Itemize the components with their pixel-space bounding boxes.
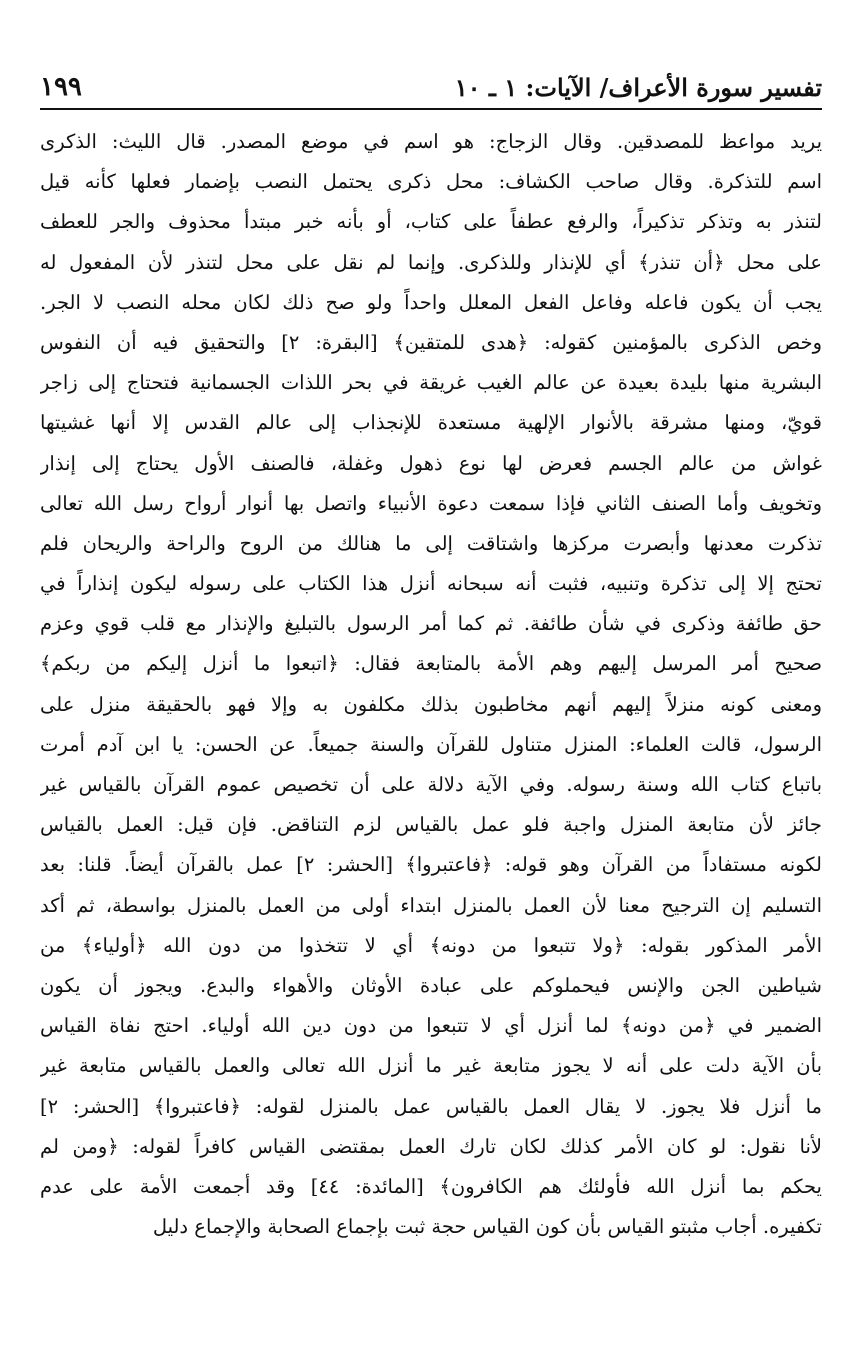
text-line: اسم للتذكرة. وقال صاحب الكشاف: محل ذكرى يحتمل النصب بإضمار فعلها كأنه قيل [40, 170, 822, 194]
text-line: يحكم بما أنزل الله فأولئك هم الكافرون﴾ [المائدة: ٤٤] وقد أجمعت الأمة على عدم [40, 1174, 822, 1198]
text-line: لتنذر به وتذكر تذكيراً، والرفع عطفاً على كتاب، أو بأنه خبر مبتدأ محذوف والجر للعطف [40, 210, 822, 234]
text-line: على محل ﴿أن تنذر﴾ أي للإنذار وللذكرى. وإنما لم نقل على محل لتنذر لأن المفعول له [40, 250, 822, 274]
text-line: الرسول، قالت العلماء: المنزل متناول للقرآن والسنة جميعاً. عن الحسن: يا ابن آدم أمرت [40, 732, 822, 756]
running-title: تفسير سورة الأعراف/ الآيات: ١ ـ ١٠ [454, 73, 822, 102]
text-line: ما أنزل فلا يجوز. لا يقال العمل بالقياس عمل بالمنزل لقوله: ﴿فاعتبروا﴾ [الحشر: ٢] [40, 1094, 822, 1118]
text-line: وخص الذكرى بالمؤمنين كقوله: ﴿هدى للمتقين﴾ [البقرة: ٢] والتحقيق فيه أن النفوس [40, 330, 822, 354]
text-line: بأن الآية دلت على أنه لا يجوز متابعة غير ما أنزل الله تعالى والعمل بالقياس متابعة غير [40, 1054, 822, 1078]
text-line: الأمر المذكور بقوله: ﴿ولا تتبعوا من دونه﴾ أي لا تتخذوا من دون الله ﴿أولياء﴾ من [40, 933, 822, 957]
text-line: جائز لأن متابعة المنزل واجبة فلو عمل بالقياس لزم التناقض. فإن قيل: العمل بالقياس [40, 813, 822, 837]
text-line: لكونه مستفاداً من القرآن وهو قوله: ﴿فاعتبروا﴾ [الحشر: ٢] عمل بالقرآن أيضاً. قلنا: بعد [40, 853, 822, 877]
page-header [40, 62, 822, 106]
text-line: لأنا نقول: لو كان الأمر كذلك لكان تارك العمل بمقتضى القياس كافراً لقوله: ﴿ومن لم [40, 1134, 822, 1158]
text-line: حق طائفة وذكرى في شأن طائفة. ثم كما أمر الرسول بالتبليغ والإنذار مع قلب قوي وعزم [40, 612, 822, 636]
text-line: ومعنى كونه منزلاً إليهم أنهم مخاطبون بذلك مكلفون به وإلا فهو بالحقيقة منزل على [40, 692, 822, 716]
text-line: البشرية منها بليدة بعيدة عن عالم الغيب غريقة في بحر اللذات الجسمانية فتحتاج إلى زاجر [40, 371, 822, 395]
text-line: شياطين الجن والإنس فيحملوكم على عبادة الأوثان والأهواء والبدع. ويجوز أن يكون [40, 973, 822, 997]
text-line: تكفيره. أجاب مثبتو القياس بأن كون القياس حجة ثبت بإجماع الصحابة والإجماع دليل [152, 1215, 822, 1239]
text-line: قويّ، ومنها مشرقة بالأنوار الإلهية مستعدة للإنجذاب إلى عالم القدس إلا أنها غشيتها [40, 411, 822, 435]
text-line: باتباع كتاب الله وسنة رسوله. وفي الآية دلالة على أن تخصيص عموم القرآن بالقياس غير [40, 773, 822, 796]
text-line: تحتج إلا إلى تذكرة وتنبيه، فثبت أنه سبحانه أنزل هذا الكتاب على رسوله ليكون إنذاراً في [40, 572, 822, 596]
body-text [40, 122, 822, 1312]
text-line: التسليم إن الترجيح معنا لأن العمل بالمنزل ابتداء أولى من العمل بالمنزل بواسطة، ثم أكد [40, 893, 822, 917]
text-line: غواش من عالم الجسم فعرض لها نوع ذهول وغفلة، فالصنف الأول يحتاج إلى إنذار [40, 451, 822, 475]
text-line: صحيح أمر المرسل إليهم وهم الأمة بالمتابعة فقال: ﴿اتبعوا ما أنزل إليكم من ربكم﴾ [40, 652, 822, 676]
header-divider [40, 108, 822, 110]
text-line: وتخويف وأما الصنف الثاني فإذا سمعت دعوة الأنبياء واتصل بها أنوار أرواح رسل الله تعالى [40, 491, 822, 515]
page-number: ١٩٩ [40, 72, 82, 102]
text-line: الضمير في ﴿من دونه﴾ لما أنزل أي لا تتبعوا من دون دين الله أولياء. احتج نفاة القياس [40, 1014, 822, 1038]
text-line: تذكرت معدنها وأبصرت مركزها واشتاقت إلى ما هنالك من الروح والراحة والريحان فلم [40, 531, 822, 555]
text-line: يجب أن يكون فاعله وفاعل الفعل المعلل واحداً ولو صح ذلك لكان محله النصب لا الجر. [40, 290, 822, 314]
text-line: يريد مواعظ للمصدقين. وقال الزجاج: هو اسم في موضع المصدر. قال الليث: الذكرى [40, 130, 822, 153]
